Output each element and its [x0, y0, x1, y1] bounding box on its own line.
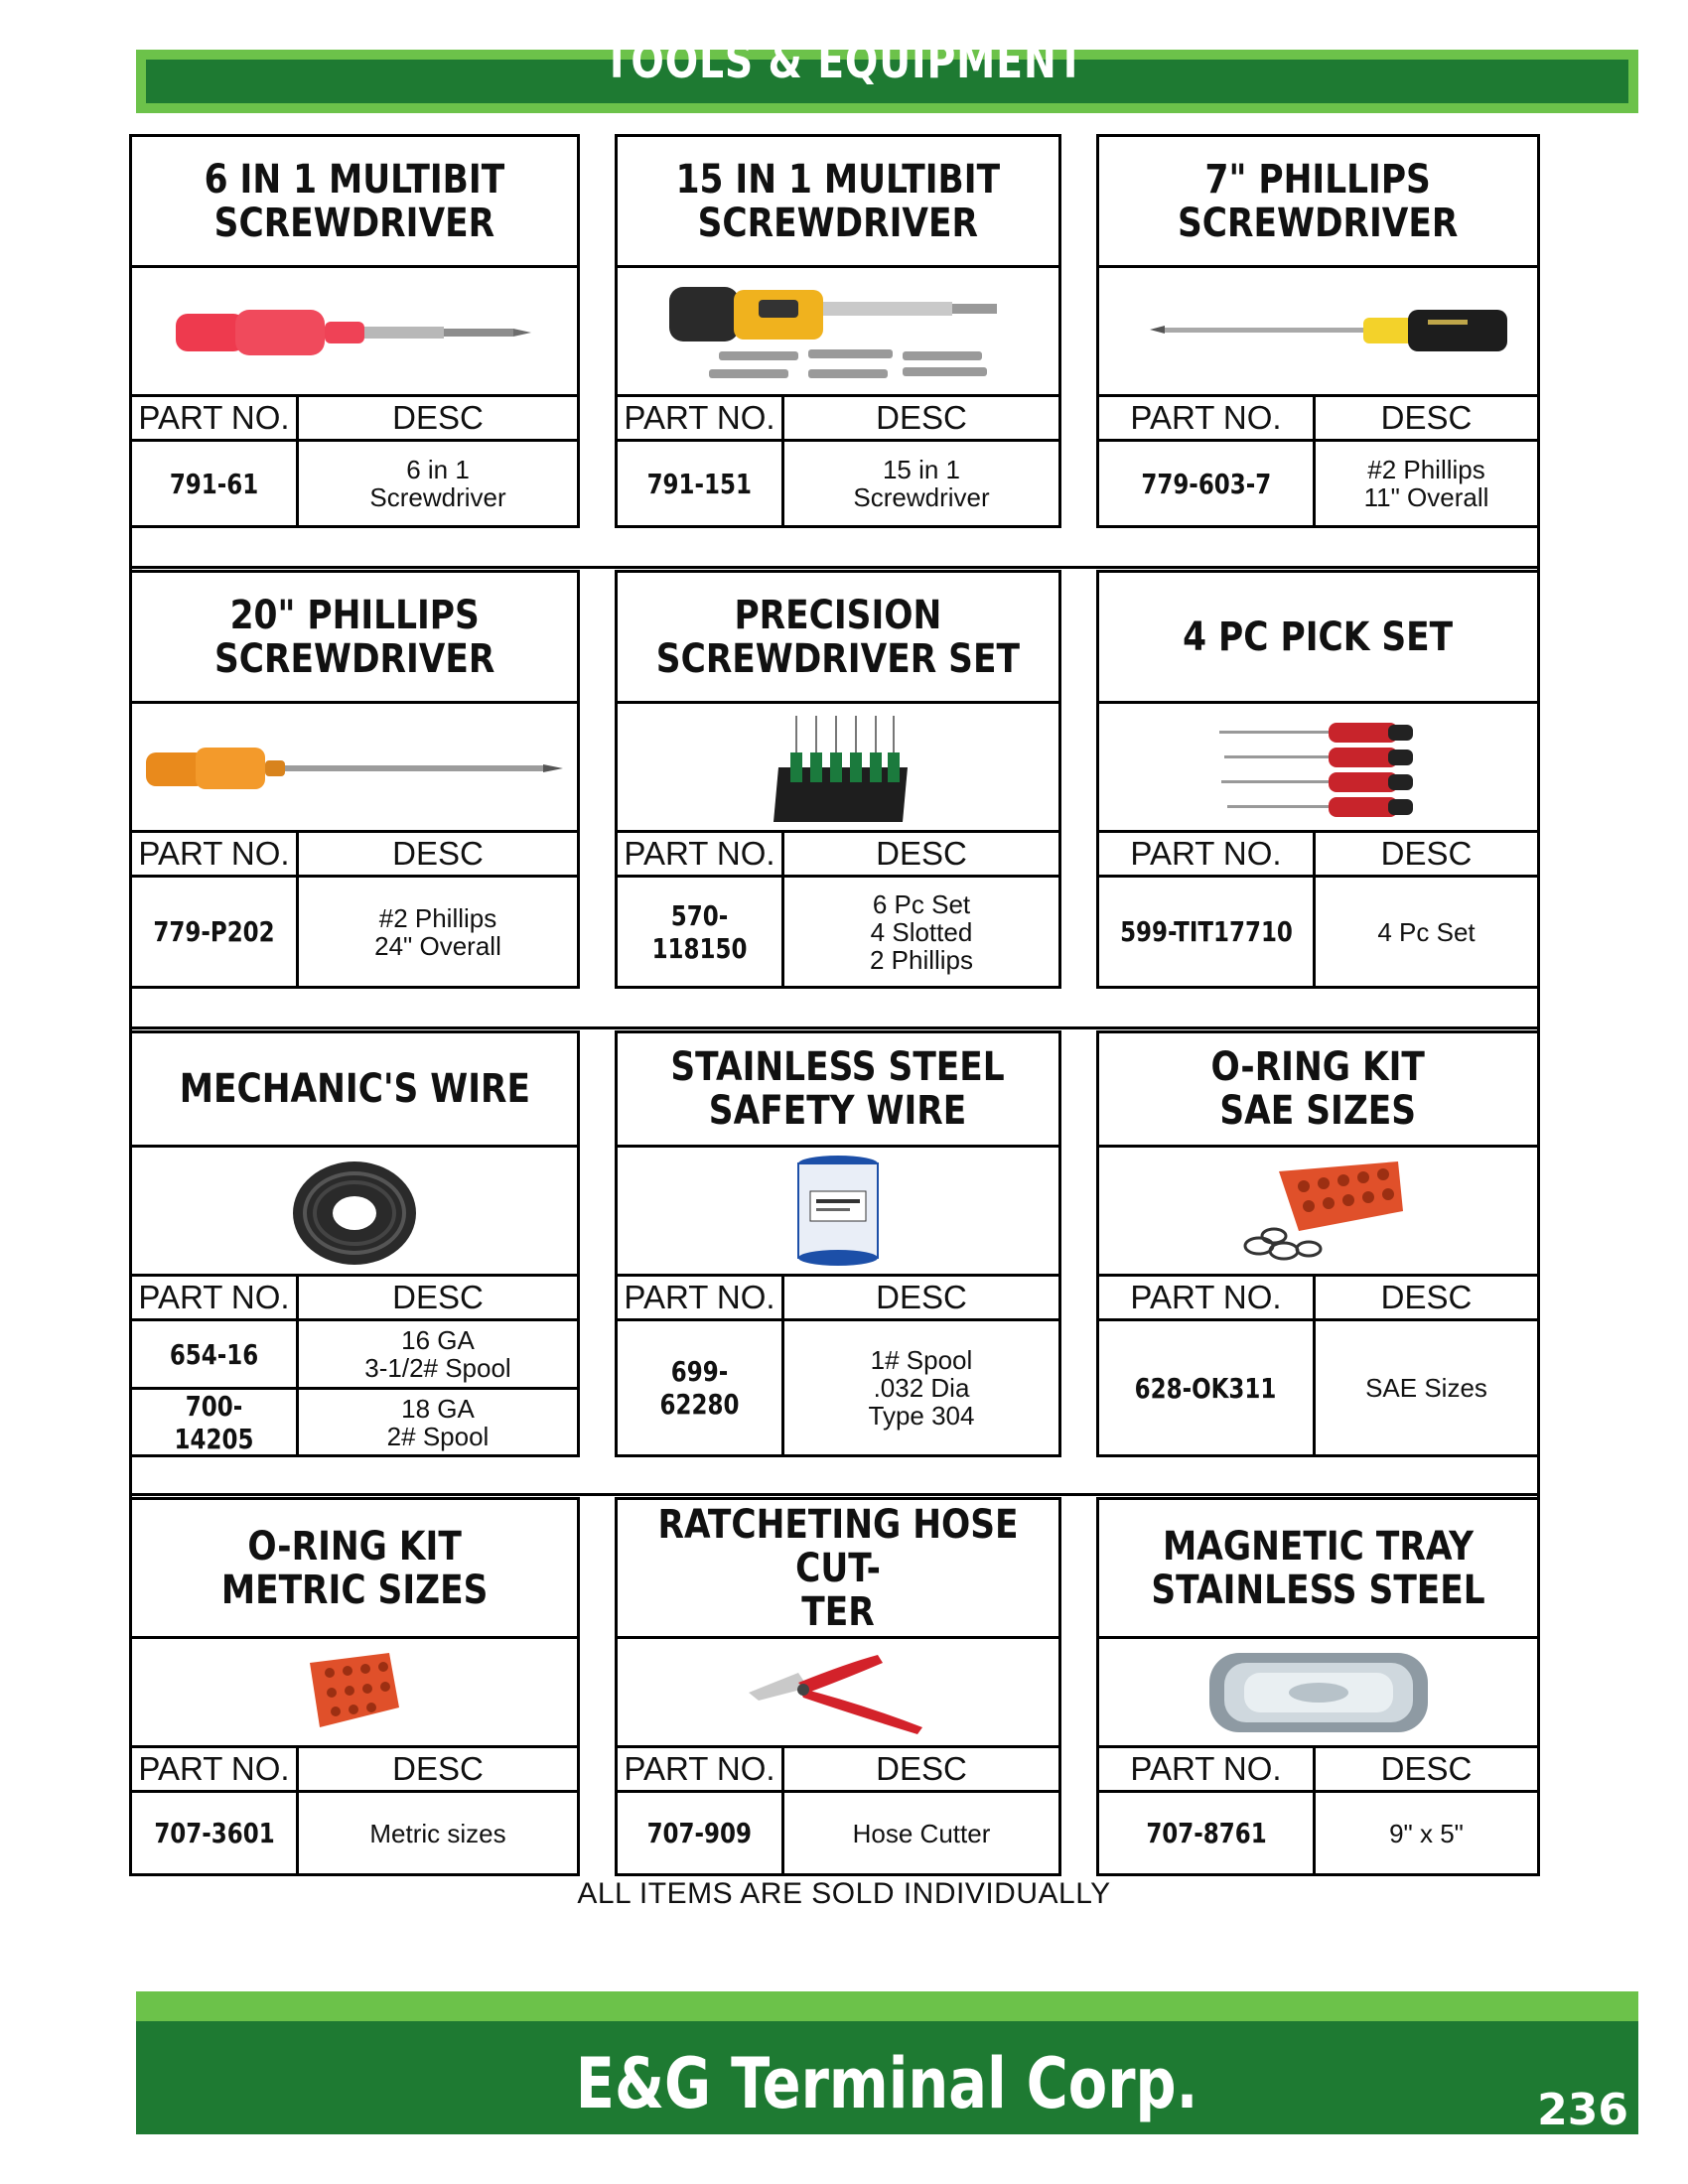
black-screwdriver-image	[1099, 268, 1537, 397]
part-no-header: PART NO.	[618, 397, 784, 439]
desc-header: DESC	[392, 1279, 484, 1315]
part-number: 628-OK311	[1099, 1321, 1316, 1454]
part-desc: 16 GA 3-1/2# Spool	[364, 1325, 511, 1383]
part-desc: 6 Pc Set 4 Slotted 2 Phillips	[869, 888, 974, 975]
product-title: 15 IN 1 MULTIBIT SCREWDRIVER	[618, 137, 1058, 268]
part-number: 779-603-7	[1099, 442, 1316, 525]
desc-header: DESC	[392, 399, 484, 436]
product-card	[615, 1030, 1061, 1457]
product-title: 6 IN 1 MULTIBIT SCREWDRIVER	[132, 137, 577, 268]
part-no-header: PART NO.	[1099, 1748, 1316, 1790]
part-no-header: PART NO.	[618, 1748, 784, 1790]
part-desc: #2 Phillips 11" Overall	[1363, 455, 1489, 512]
desc-header: DESC	[1380, 835, 1473, 872]
part-desc: 15 in 1 Screwdriver	[853, 455, 990, 512]
part-desc: 6 in 1 Screwdriver	[369, 455, 506, 512]
part-number: 654-16	[132, 1321, 299, 1387]
part-number: 779-P202	[132, 878, 299, 986]
desc-header: DESC	[1380, 1279, 1473, 1315]
long-screwdriver-image	[132, 704, 577, 833]
product-card	[615, 134, 1061, 528]
multibit-screwdriver-image	[618, 268, 1058, 397]
product-card	[615, 1497, 1061, 1876]
product-card	[1096, 1030, 1540, 1457]
part-number: 707-909	[618, 1793, 784, 1873]
product-title: 7" PHILLIPS SCREWDRIVER	[1099, 137, 1537, 268]
part-no-header: PART NO.	[132, 833, 299, 875]
product-title: 4 PC PICK SET	[1099, 573, 1537, 704]
oring-kit-image	[1099, 1148, 1537, 1277]
part-desc: 4 Pc Set	[1377, 916, 1476, 947]
part-desc: Metric sizes	[369, 1818, 506, 1848]
part-no-header: PART NO.	[132, 1277, 299, 1318]
part-no-header: PART NO.	[1099, 397, 1316, 439]
row-divider	[129, 1026, 1540, 1029]
product-title: MAGNETIC TRAY STAINLESS STEEL	[1099, 1500, 1537, 1639]
footer-note: ALL ITEMS ARE SOLD INDIVIDUALLY	[577, 1877, 1111, 1910]
desc-header: DESC	[1380, 1750, 1473, 1787]
product-card	[615, 570, 1061, 989]
desc-header: DESC	[876, 1279, 967, 1315]
part-desc: SAE Sizes	[1365, 1373, 1487, 1403]
row-divider	[129, 566, 1540, 569]
desc-header: DESC	[876, 1750, 967, 1787]
part-number: 699-62280	[618, 1321, 784, 1454]
wire-coil-image	[132, 1148, 577, 1277]
desc-header: DESC	[392, 1750, 484, 1787]
desc-header: DESC	[876, 835, 967, 872]
product-title: 20" PHILLIPS SCREWDRIVER	[132, 573, 577, 704]
product-title: MECHANIC'S WIRE	[132, 1033, 577, 1148]
part-no-header: PART NO.	[132, 397, 299, 439]
part-desc: 1# Spool .032 Dia Type 304	[868, 1345, 975, 1431]
part-number: 707-3601	[132, 1793, 299, 1873]
page-title: TOOLS & EQUIPMENT	[603, 34, 1085, 89]
part-number: 707-8761	[1099, 1793, 1316, 1873]
product-card	[129, 570, 580, 989]
oring-metric-image	[132, 1639, 577, 1748]
wire-spool-image	[618, 1148, 1058, 1277]
part-desc: 9" x 5"	[1389, 1818, 1464, 1848]
product-card	[129, 134, 580, 528]
part-no-header: PART NO.	[618, 833, 784, 875]
part-number: 700-14205	[132, 1390, 299, 1454]
part-no-header: PART NO.	[618, 1277, 784, 1318]
precision-set-image	[618, 704, 1058, 833]
part-no-header: PART NO.	[1099, 833, 1316, 875]
product-card	[129, 1497, 580, 1876]
desc-header: DESC	[876, 399, 967, 436]
magnetic-tray-image	[1099, 1639, 1537, 1748]
product-title: O-RING KIT SAE SIZES	[1099, 1033, 1537, 1148]
part-desc: #2 Phillips 24" Overall	[374, 902, 501, 961]
part-desc: Hose Cutter	[852, 1818, 991, 1848]
part-number: 599-TIT17710	[1099, 878, 1316, 986]
hose-cutter-image	[618, 1639, 1058, 1748]
part-number: 791-61	[132, 442, 299, 525]
product-card	[1096, 1497, 1540, 1876]
part-number: 791-151	[618, 442, 784, 525]
part-no-header: PART NO.	[1099, 1277, 1316, 1318]
red-screwdriver-image	[132, 268, 577, 397]
product-title: RATCHETING HOSE CUT- TER	[618, 1500, 1058, 1639]
desc-header: DESC	[1380, 399, 1473, 436]
product-title: STAINLESS STEEL SAFETY WIRE	[618, 1033, 1058, 1148]
product-card	[1096, 134, 1540, 528]
desc-header: DESC	[392, 835, 484, 872]
company-name: E&G Terminal Corp.	[576, 2043, 1198, 2124]
pick-set-image	[1099, 704, 1537, 833]
product-title: PRECISION SCREWDRIVER SET	[618, 573, 1058, 704]
part-no-header: PART NO.	[132, 1748, 299, 1790]
footer-band-light	[136, 1991, 1638, 2021]
page-number: 236	[1537, 2085, 1628, 2135]
product-card	[129, 1030, 580, 1457]
product-title: O-RING KIT METRIC SIZES	[132, 1500, 577, 1639]
product-card	[1096, 570, 1540, 989]
row-divider	[129, 1493, 1540, 1496]
part-number: 570-118150	[618, 878, 784, 986]
part-desc: 18 GA 2# Spool	[386, 1393, 490, 1451]
